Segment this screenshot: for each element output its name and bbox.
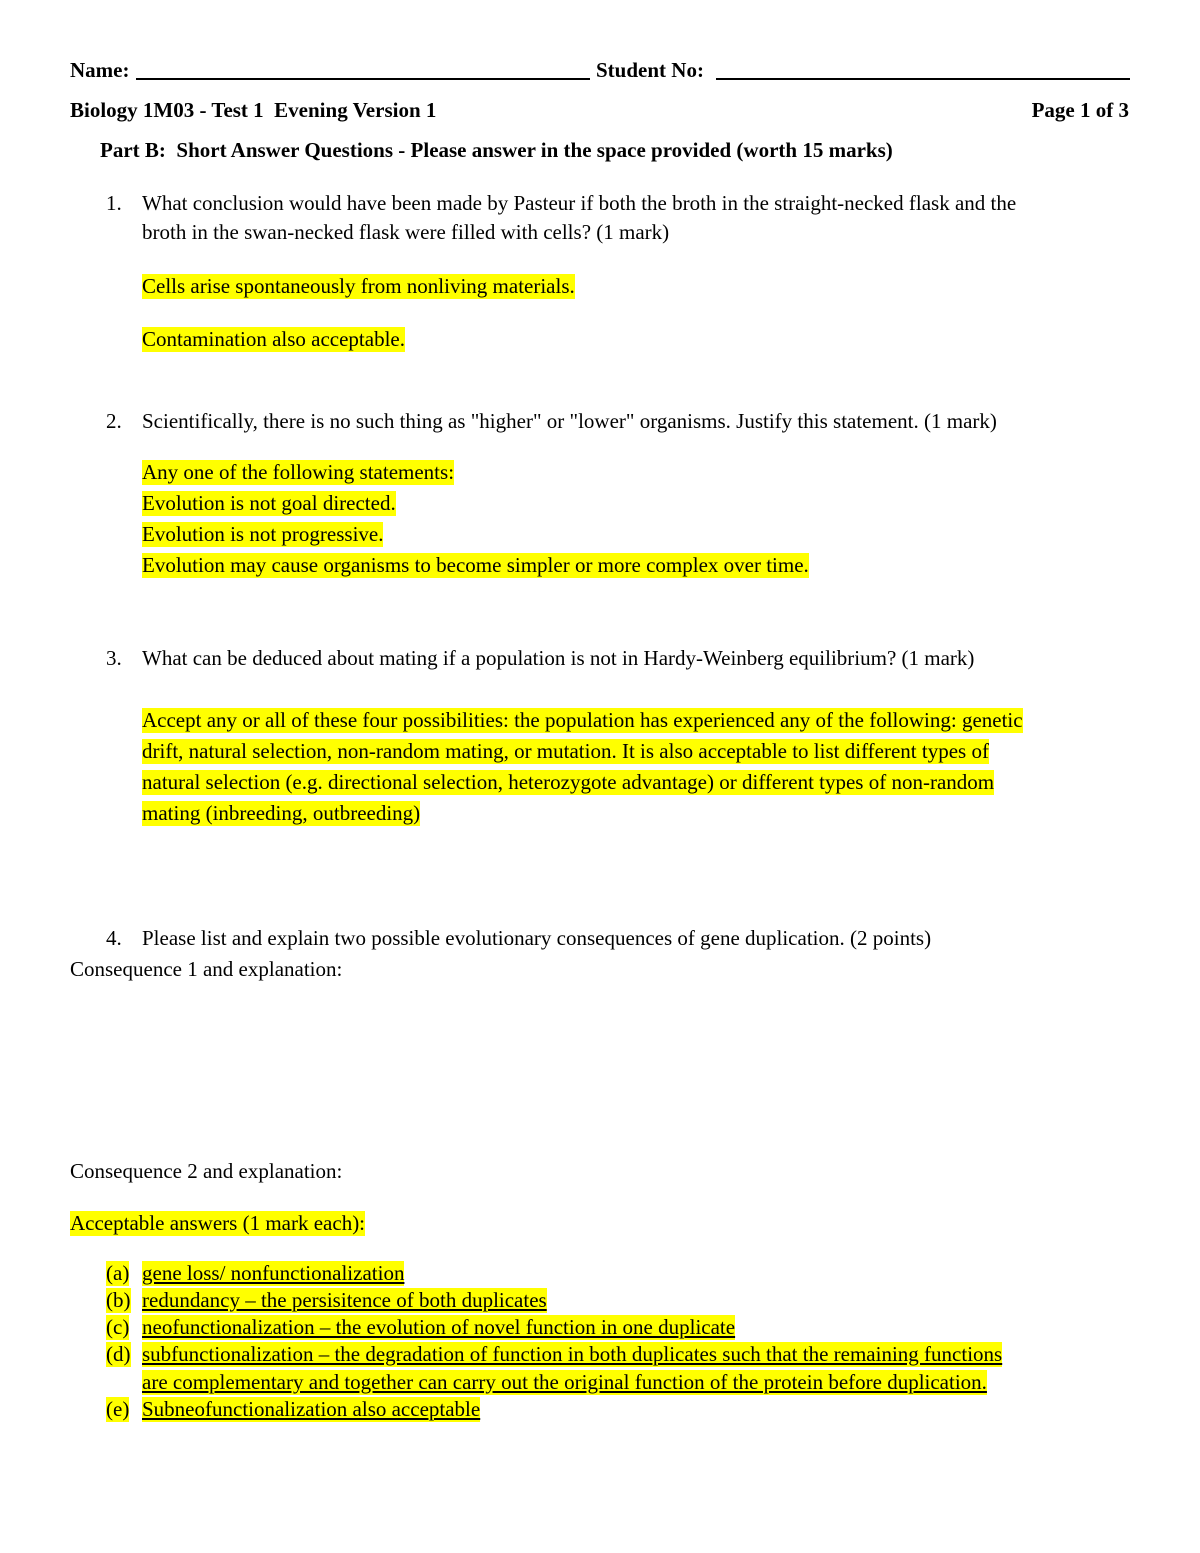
item-a-letter: (a) [106, 1261, 130, 1285]
item-a-text: gene loss/ nonfunctionalization [142, 1261, 405, 1285]
name-field[interactable] [136, 78, 590, 80]
q2-number: 2. [106, 409, 122, 433]
q3-answer-line1: Accept any or all of these four possibilities: the population has experienced any of the following: genetic [142, 708, 1023, 732]
q1-answer-1: Cells arise spontaneously from nonliving materials. [142, 274, 575, 298]
acceptable-heading: Acceptable answers (1 mark each): [70, 1211, 366, 1235]
q3-number: 3. [106, 646, 122, 670]
item-c-letter: (c) [106, 1315, 130, 1339]
q1-text-line2: broth in the swan-necked flask were filled with cells? (1 mark) [142, 220, 670, 244]
q3-answer-line2: drift, natural selection, non-random mating, or mutation. It is also acceptable to list different types of [142, 739, 989, 763]
q1-answer-2: Contamination also acceptable. [142, 327, 405, 351]
page-indicator: Page 1 of 3 [1031, 98, 1129, 122]
item-d-text-continued: are complementary and together can carry out the original function of the protein before duplication. [142, 1370, 987, 1394]
item-b-text: redundancy – the persisitence of both duplicates [142, 1288, 547, 1312]
q1-number: 1. [106, 191, 122, 215]
q2-answer-1: Any one of the following statements: [142, 460, 455, 484]
item-d-letter: (d) [106, 1342, 131, 1366]
name-label: Name: [70, 58, 130, 82]
q4-text: Please list and explain two possible evolutionary consequences of gene duplication. (2 points) [142, 926, 932, 950]
q1-text-line1: What conclusion would have been made by Pasteur if both the broth in the straight-necked flask and the [142, 191, 1017, 215]
item-e-text: Subneofunctionalization also acceptable [142, 1397, 481, 1421]
item-e-letter: (e) [106, 1397, 130, 1421]
item-c-text: neofunctionalization – the evolution of novel function in one duplicate [142, 1315, 736, 1339]
q3-answer-line4: mating (inbreeding, outbreeding) [142, 801, 421, 825]
item-b-letter: (b) [106, 1288, 131, 1312]
q3-answer-line3: natural selection (e.g. directional selection, heterozygote advantage) or different types of non-random [142, 770, 995, 794]
q2-answer-3: Evolution is not progressive. [142, 522, 384, 546]
consequence-2-label: Consequence 2 and explanation: [70, 1159, 343, 1183]
student-no-label: Student No: [596, 58, 704, 82]
course-title: Biology 1M03 - Test 1 Evening Version 1 [70, 98, 437, 122]
q2-answer-2: Evolution is not goal directed. [142, 491, 396, 515]
q2-answer-4: Evolution may cause organisms to become simpler or more complex over time. [142, 553, 809, 577]
part-heading: Part B: Short Answer Questions - Please answer in the space provided (worth 15 marks) [100, 138, 893, 162]
consequence-1-label: Consequence 1 and explanation: [70, 957, 343, 981]
item-d-text: subfunctionalization – the degradation of function in both duplicates such that the remaining functions [142, 1342, 1003, 1366]
q2-text: Scientifically, there is no such thing as "higher" or "lower" organisms. Justify this statement. (1 mark) [142, 409, 997, 433]
q4-number: 4. [106, 926, 122, 950]
q3-text: What can be deduced about mating if a population is not in Hardy-Weinberg equilibrium? (1 mark) [142, 646, 975, 670]
student-no-field[interactable] [716, 78, 1130, 80]
